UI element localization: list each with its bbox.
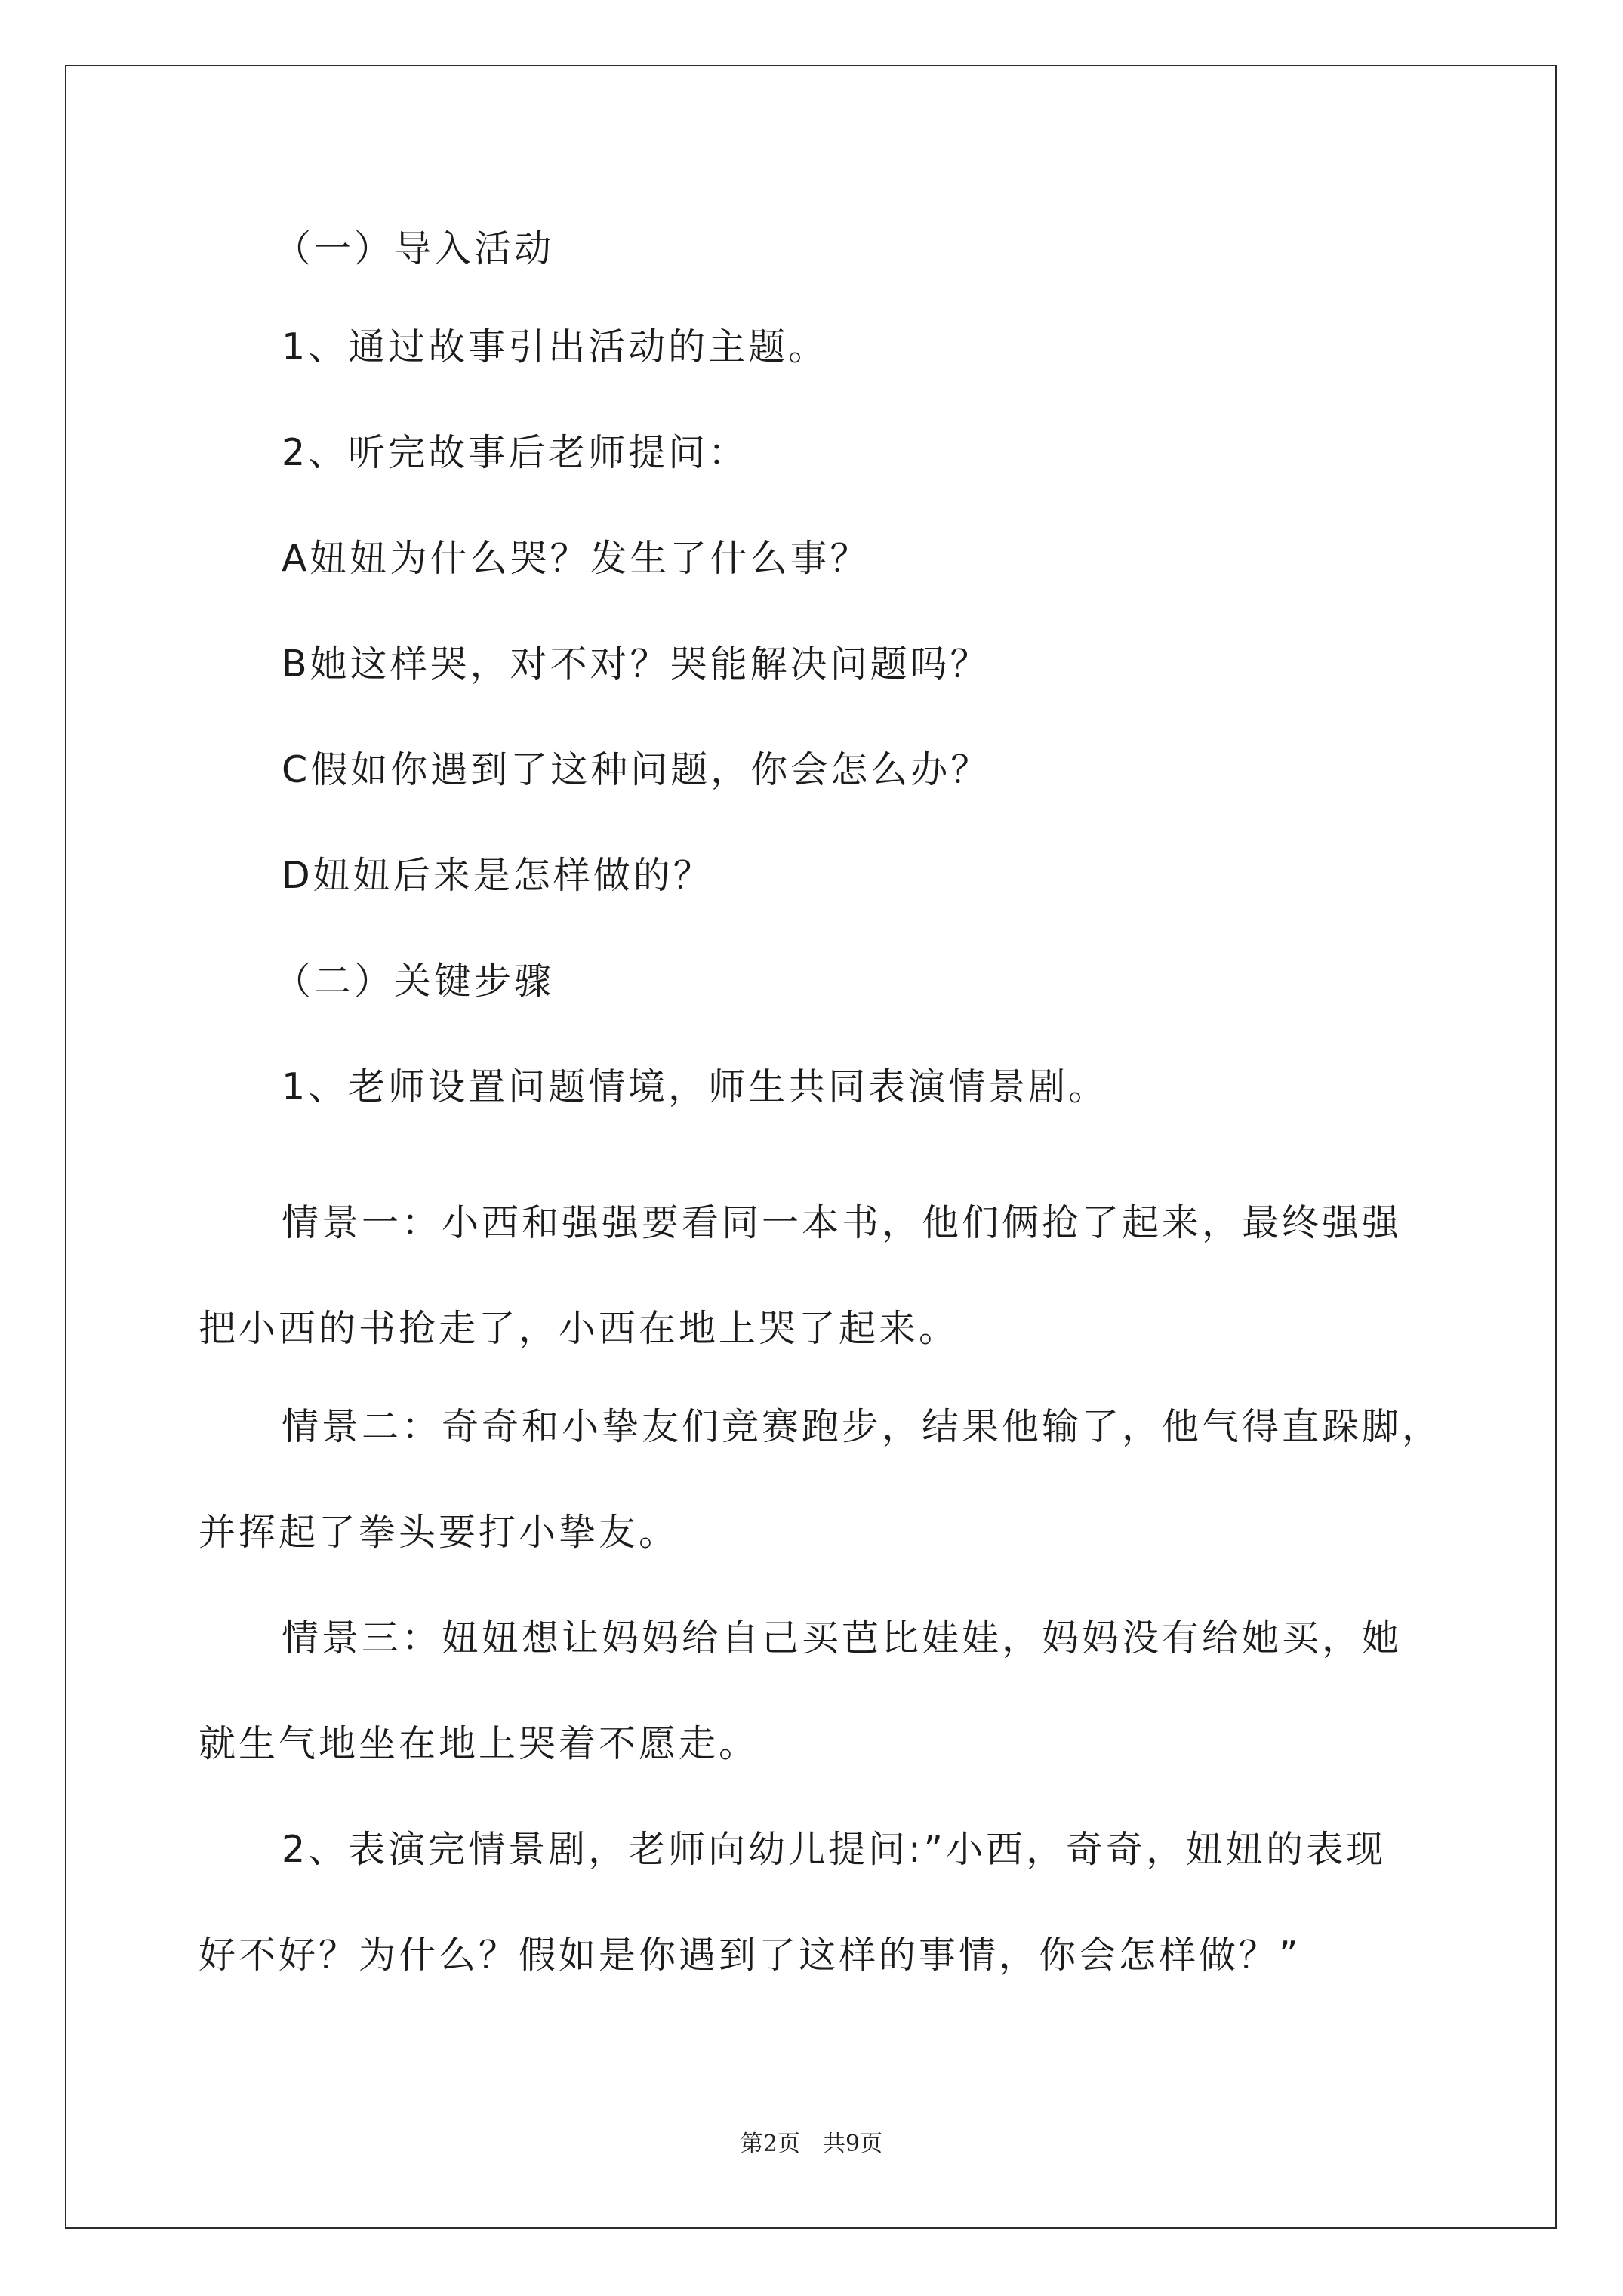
paragraph-line: 1、通过故事引出活动的主题。: [282, 325, 829, 368]
paragraph-line: 2、表演完情景剧，老师向幼儿提问:”小西，奇奇，妞妞的表现: [282, 1828, 1387, 1871]
paragraph-line: 把小西的书抢走了，小西在地上哭了起来。: [199, 1307, 959, 1350]
question-line: A妞妞为什么哭？发生了什么事？: [282, 537, 870, 580]
page-number: 第2页 共9页: [740, 2131, 883, 2157]
paragraph-line: 情景一：小西和强强要看同一本书，他们俩抢了起来，最终强强: [282, 1201, 1403, 1244]
question-line: B她这样哭，对不对？哭能解决问题吗？: [282, 643, 990, 686]
paragraph-line: 情景二：奇奇和小挚友们竞赛跑步，结果他输了，他气得直跺脚，: [282, 1405, 1443, 1448]
paragraph-line: 情景三：妞妞想让妈妈给自己买芭比娃娃，妈妈没有给她买，她: [282, 1616, 1403, 1660]
paragraph-line: 2、听完故事后老师提问：: [282, 431, 749, 474]
paragraph-line: 好不好？为什么？假如是你遇到了这样的事情，你会怎样做？”: [199, 1934, 1301, 1977]
section-heading-intro: （一）导入活动: [274, 227, 555, 270]
paragraph-line: 就生气地坐在地上哭着不愿走。: [199, 1722, 759, 1765]
paragraph-line: 并挥起了拳头要打小挚友。: [199, 1511, 679, 1554]
section-heading-steps: （二）关键步骤: [274, 960, 555, 1003]
paragraph-line: 1、老师设置问题情境，师生共同表演情景剧。: [282, 1065, 1109, 1108]
page-border: [65, 65, 1557, 2229]
question-line: D妞妞后来是怎样做的？: [282, 854, 713, 897]
question-line: C假如你遇到了这种问题，你会怎么办？: [282, 748, 991, 791]
